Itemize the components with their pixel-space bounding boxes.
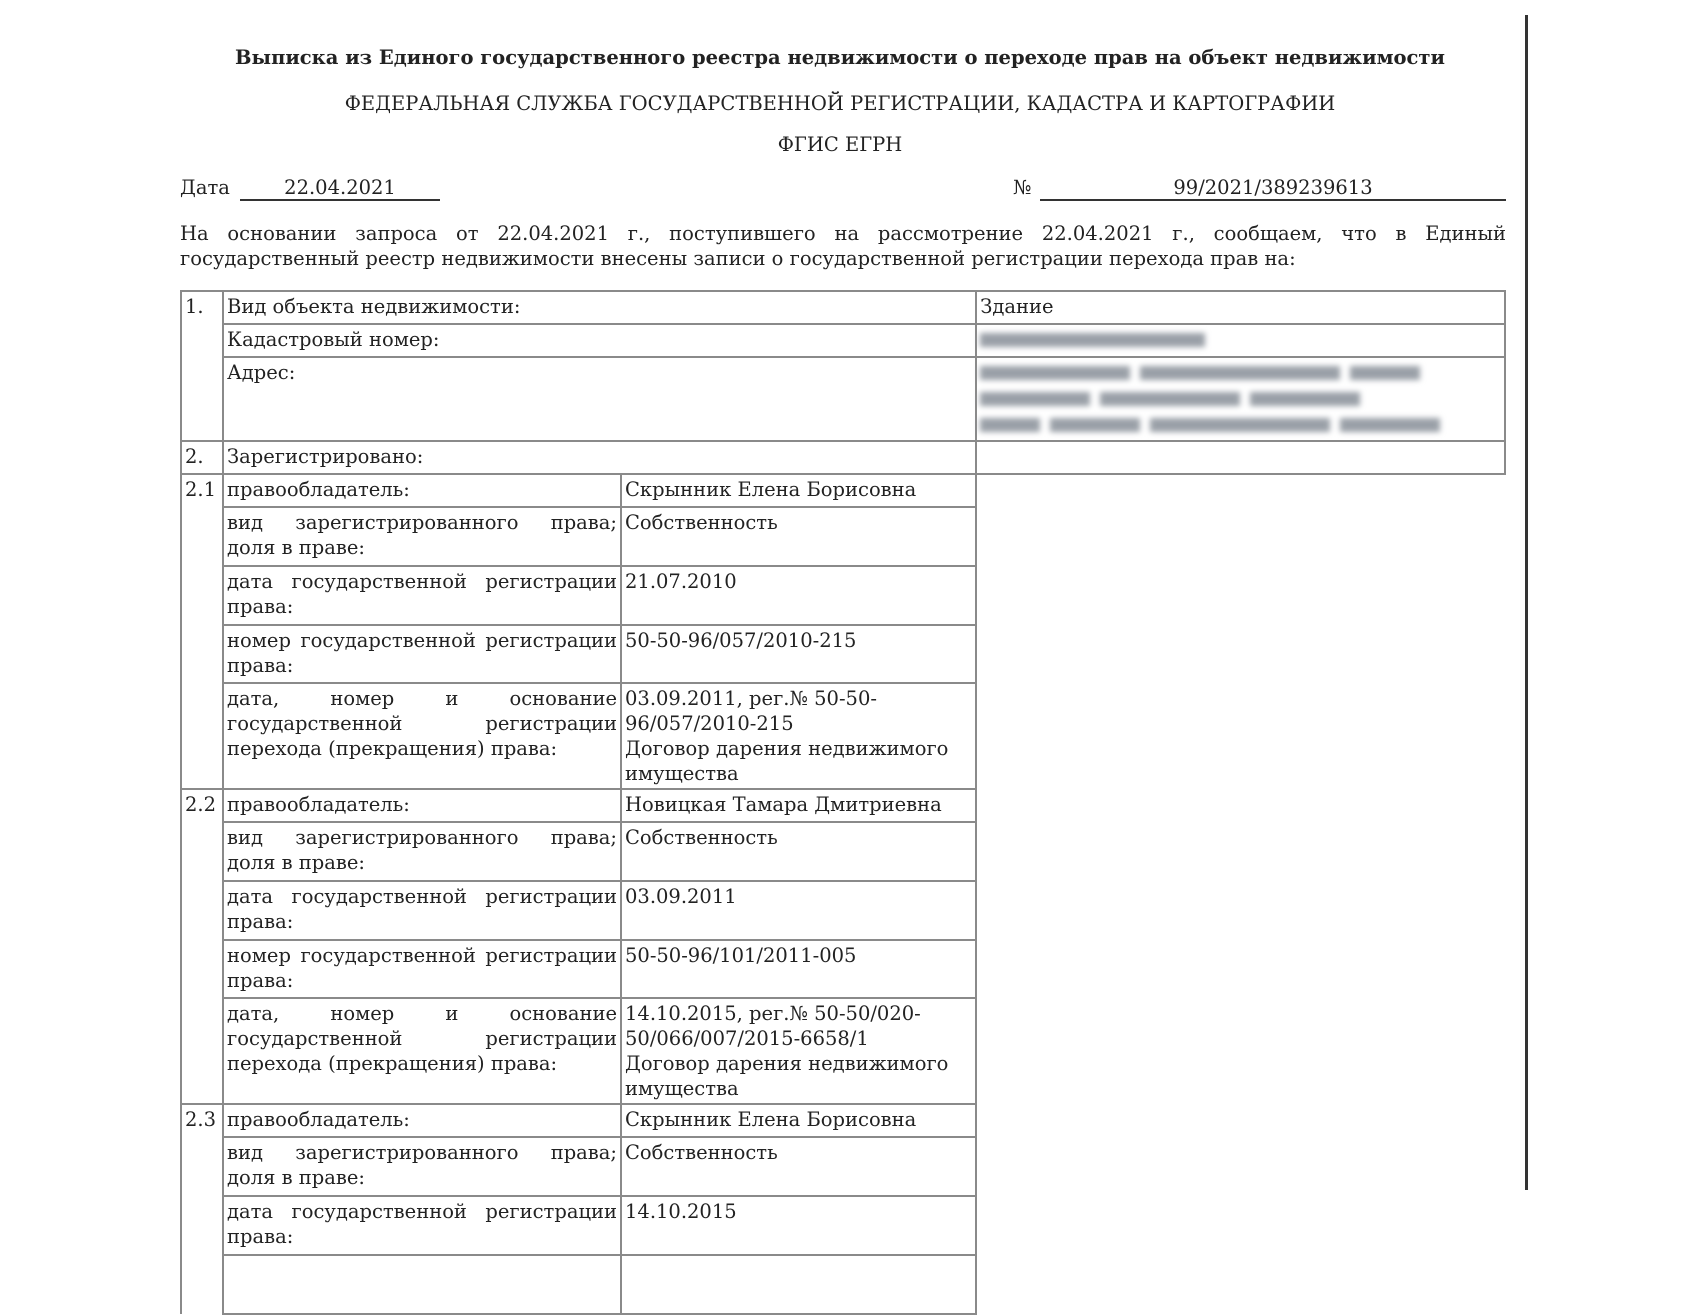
value-line: Собственность [625, 1141, 778, 1164]
object-type-label: Вид объекта недвижимости: [223, 291, 976, 324]
date-value: 22.04.2021 [240, 176, 440, 201]
document-title: Выписка из Единого государственного реестра недвижимости о переходе прав на объект недвижимости [235, 46, 1445, 69]
table-row [181, 998, 1505, 1104]
field-value [621, 625, 976, 683]
field-value [621, 683, 976, 789]
field-label: правообладатель: [223, 1104, 621, 1137]
field-label: дата государственной регистрации права: [223, 881, 621, 940]
value-line: Новицкая Тамара Дмитриевна [625, 793, 942, 816]
system-name: ФГИС ЕГРН [777, 133, 903, 156]
agency-name: ФЕДЕРАЛЬНАЯ СЛУЖБА ГОСУДАРСТВЕННОЙ РЕГИСТРАЦИИ, КАДАСТРА И КАРТОГРАФИИ [344, 92, 1336, 115]
page-edge-line [1525, 15, 1528, 1190]
field-label: дата, номер и основание государственной регистрации перехода (прекращения) права: [223, 683, 621, 789]
table-row [181, 441, 1505, 474]
value-line: Договор дарения недвижимого имущества [625, 737, 949, 785]
field-label: дата, номер и основание государственной регистрации перехода (прекращения) права: [223, 998, 621, 1104]
table-row [181, 789, 1505, 822]
field-value [621, 940, 976, 998]
table-row [181, 881, 1505, 940]
field-value [621, 566, 976, 625]
table-row [181, 683, 1505, 789]
table-row [181, 822, 1505, 881]
object-type-value: Здание [976, 291, 1505, 324]
value-line: 14.10.2015, рег.№ 50-50/020-50/066/007/2015-6658/1 [625, 1002, 921, 1050]
value-line: Собственность [625, 826, 778, 849]
field-label: дата государственной регистрации права: [223, 1196, 621, 1255]
address-value-redacted [976, 357, 1505, 441]
table-row [181, 1137, 1505, 1196]
field-label [223, 1255, 621, 1314]
row-number: 2. [181, 441, 223, 474]
field-label: вид зарегистрированного права; доля в праве: [223, 507, 621, 566]
table-row [181, 566, 1505, 625]
value-line: 03.09.2011, рег.№ 50-50-96/057/2010-215 [625, 687, 877, 735]
field-value [621, 822, 976, 881]
value-line: Договор дарения недвижимого имущества [625, 1052, 949, 1100]
date-label: Дата [180, 176, 230, 199]
table-row [181, 324, 1505, 357]
cadastral-label: Кадастровый номер: [223, 324, 976, 357]
field-label: правообладатель: [223, 789, 621, 822]
table-row [181, 1255, 1505, 1314]
number-label: № [1013, 176, 1032, 199]
table-row [181, 474, 1505, 507]
field-value [621, 789, 976, 822]
value-line: Собственность [625, 511, 778, 534]
field-label: правообладатель: [223, 474, 621, 507]
field-value [621, 1196, 976, 1255]
cadastral-value-redacted [976, 324, 1505, 357]
value-line: 50-50-96/057/2010-215 [625, 629, 857, 652]
field-value [621, 474, 976, 507]
field-label: дата государственной регистрации права: [223, 566, 621, 625]
table-row [181, 1104, 1505, 1137]
value-line: 03.09.2011 [625, 885, 737, 908]
holder-number: 2.3 [181, 1104, 223, 1314]
table-row [181, 507, 1505, 566]
registered-label: Зарегистрировано: [223, 441, 976, 474]
field-value [621, 1104, 976, 1137]
value-line: 21.07.2010 [625, 570, 737, 593]
number-value: 99/2021/389239613 [1040, 176, 1506, 201]
value-line: 50-50-96/101/2011-005 [625, 944, 857, 967]
field-value [621, 1255, 976, 1314]
table-row [181, 940, 1505, 998]
intro-paragraph: На основании запроса от 22.04.2021 г., поступившего на рассмотрение 22.04.2021 г., сообщаем, что в Единый государственный реестр недвижимости внесены записи о государственной регистрации перехода прав на: [180, 222, 1506, 270]
table-row [181, 357, 1505, 441]
field-value [621, 998, 976, 1104]
field-value [621, 1137, 976, 1196]
table-row [181, 1196, 1505, 1255]
rights-table [180, 290, 1506, 1315]
row-number: 1. [181, 291, 223, 441]
table-row [181, 291, 1505, 324]
field-label: вид зарегистрированного права; доля в праве: [223, 822, 621, 881]
field-label: номер государственной регистрации права: [223, 625, 621, 683]
holder-number: 2.2 [181, 789, 223, 1104]
field-value [621, 507, 976, 566]
value-line: Скрынник Елена Борисовна [625, 478, 917, 501]
field-value [621, 881, 976, 940]
field-label: номер государственной регистрации права: [223, 940, 621, 998]
address-label: Адрес: [223, 357, 976, 441]
value-line: Скрынник Елена Борисовна [625, 1108, 917, 1131]
field-label: вид зарегистрированного права; доля в праве: [223, 1137, 621, 1196]
value-line: 14.10.2015 [625, 1200, 737, 1223]
holder-number: 2.1 [181, 474, 223, 789]
table-row [181, 625, 1505, 683]
